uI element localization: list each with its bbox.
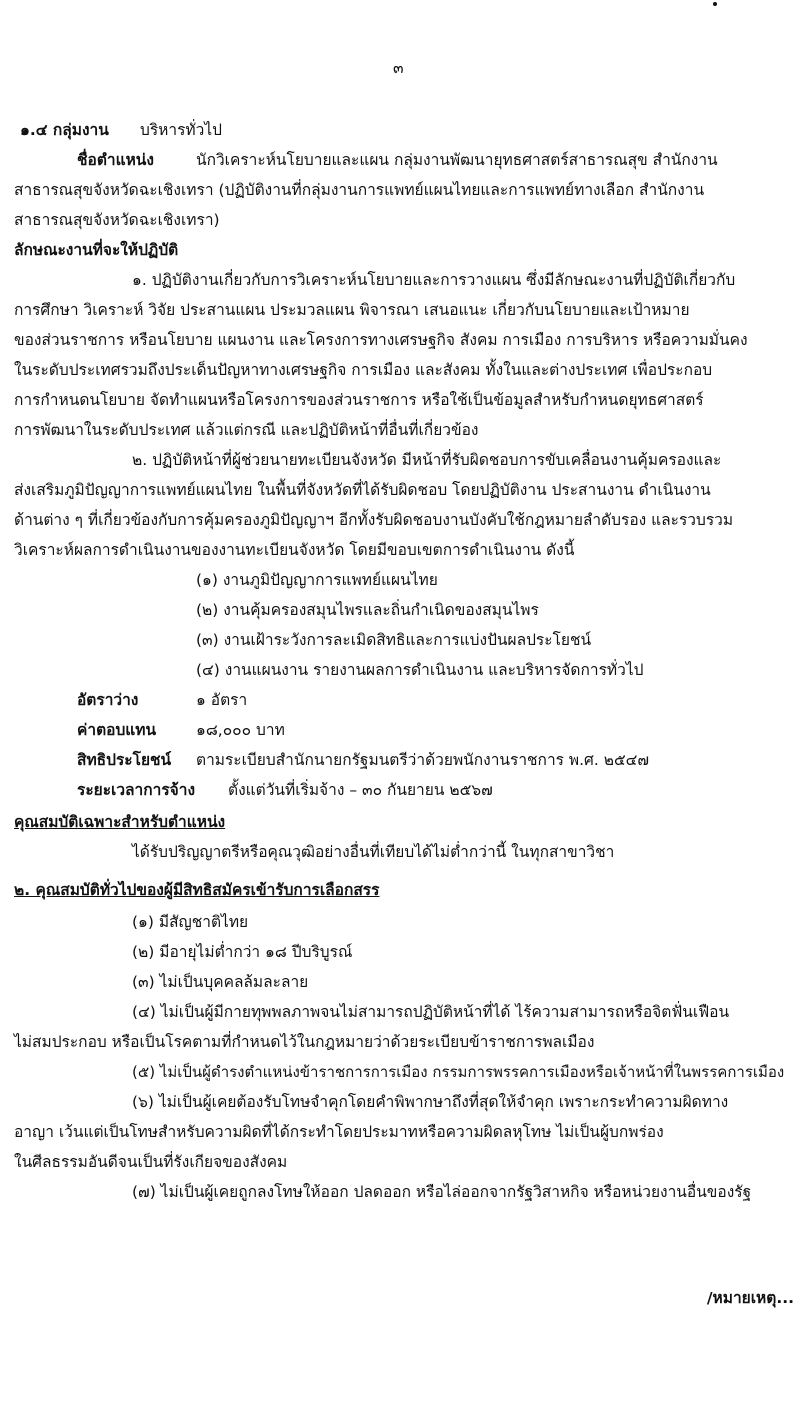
duty1-line: ในระดับประเทศรวมถึงประเด็นปัญหาทางเศรษฐกิจ การเมือง และสังคม ทั้งในและต่างประเทศ เพื่อประกอบ [14, 361, 713, 379]
general-item-cont: ไม่สมประกอบ หรือเป็นโรคตามที่กำหนดไว้ในกฎหมายว่าด้วยระเบียบข้าราชการพลเมือง [14, 1033, 595, 1051]
page-number: ๓ [393, 59, 404, 77]
section-number-label: ๑.๔ กลุ่มงาน [20, 121, 109, 139]
general-item: (๖) ไม่เป็นผู้เคยต้องรับโทษจำคุกโดยคำพิพากษาถึงที่สุดให้จำคุก เพราะกระทำความผิดทาง [132, 1093, 729, 1111]
general-item: (๑) มีสัญชาติไทย [132, 913, 249, 931]
duty1-line: ของส่วนราชการ หรือนโยบาย แผนงาน และโครงการทางเศรษฐกิจ สังคม การเมือง การบริหาร หรือความมั่นคง [14, 331, 748, 349]
duty1-line: การพัฒนาในระดับประเทศ แล้วแต่กรณี และปฏิบัติหน้าที่อื่นที่เกี่ยวข้อง [14, 421, 479, 439]
duty1-line: การศึกษา วิเคราะห์ วิจัย ประสานแผน ประมวลแผน พิจารณา เสนอแนะ เกี่ยวกับนโยบายและเป้าหมาย [14, 301, 690, 319]
duty2-line: ๒. ปฏิบัติหน้าที่ผู้ช่วยนายทะเบียนจังหวัด มีหน้าที่รับผิดชอบการขับเคลื่อนงานคุ้มครองและ [132, 451, 722, 469]
salary-value: ๑๘,๐๐๐ บาท [196, 721, 285, 739]
duty2-line: วิเคราะห์ผลการดำเนินงานของงานทะเบียนจังหวัด โดยมีขอบเขตการดำเนินงาน ดังนี้ [14, 541, 575, 559]
general-item: (๔) ไม่เป็นผู้มีกายทุพพลภาพจนไม่สามารถปฏิบัติหน้าที่ได้ ไร้ความสามารถหรือจิตฟั่นเฟือน [132, 1003, 730, 1021]
benefit-label: สิทธิประโยชน์ [77, 751, 172, 769]
general-item-cont: ในศีลธรรมอันดีจนเป็นที่รังเกียจของสังคม [14, 1153, 288, 1171]
duties-heading: ลักษณะงานที่จะให้ปฏิบัติ [14, 241, 179, 259]
duty1-line: การกำหนดนโยบาย จัดทำแผนหรือโครงการของส่วนราชการ หรือใช้เป็นข้อมูลสำหรับกำหนดยุทธศาสตร์ [14, 391, 704, 409]
position-label: ชื่อตำแหน่ง [77, 151, 154, 169]
scan-speck [713, 2, 717, 6]
general-item: (๓) ไม่เป็นบุคคลล้มละลาย [132, 973, 309, 991]
duty2-line: ด้านต่าง ๆ ที่เกี่ยวข้องกับการคุ้มครองภูมิปัญญาฯ อีกทั้งรับผิดชอบงานบังคับใช้กฎหมายลำดับรอง และรวบรวม [14, 511, 734, 529]
duty1-line: ๑. ปฏิบัติงานเกี่ยวกับการวิเคราะห์นโยบายและการวางแผน ซึ่งมีลักษณะงานที่ปฏิบัติเกี่ยวกับ [132, 271, 736, 289]
qualification-heading: คุณสมบัติเฉพาะสำหรับตำแหน่ง [14, 813, 226, 831]
general-item: (๗) ไม่เป็นผู้เคยถูกลงโทษให้ออก ปลดออก หรือไล่ออกจากรัฐวิสาหกิจ หรือหน่วยงานอื่นของรัฐ [132, 1183, 752, 1201]
vacancy-label: อัตราว่าง [77, 691, 139, 709]
position-line: นักวิเคราะห์นโยบายและแผน กลุ่มงานพัฒนายุทธศาสตร์สาธารณสุข สำนักงาน [196, 151, 718, 169]
position-line: สาธารณสุขจังหวัดฉะเชิงเทรา (ปฏิบัติงานที่กลุ่มงานการแพทย์แผนไทยและการแพทย์ทางเลือก สำนักงาน [14, 181, 705, 199]
group-name: บริหารทั่วไป [140, 121, 222, 139]
position-line: สาธารณสุขจังหวัดฉะเชิงเทรา) [14, 211, 220, 229]
general-item: (๕) ไม่เป็นผู้ดำรงตำแหน่งข้าราชการการเมือง กรรมการพรรคการเมืองหรือเจ้าหน้าที่ในพรรคการเมือง [132, 1063, 785, 1081]
benefit-value: ตามระเบียบสำนักนายกรัฐมนตรีว่าด้วยพนักงานราชการ พ.ศ. ๒๕๔๗ [196, 751, 650, 769]
continued-note: /หมายเหตุ... [706, 1289, 794, 1307]
vacancy-value: ๑ อัตรา [196, 691, 248, 709]
term-value: ตั้งแต่วันที่เริ่มจ้าง – ๓๐ กันยายน ๒๕๖๗ [228, 781, 493, 799]
general-item: (๒) มีอายุไม่ต่ำกว่า ๑๘ ปีบริบูรณ์ [132, 943, 353, 961]
term-label: ระยะเวลาการจ้าง [77, 781, 196, 799]
general-item-cont: อาญา เว้นแต่เป็นโทษสำหรับความผิดที่ได้กระทำโดยประมาทหรือความผิดลหุโทษ ไม่เป็นผู้บกพร่อง [14, 1123, 664, 1141]
duty2-line: ส่งเสริมภูมิปัญญาการแพทย์แผนไทย ในพื้นที่จังหวัดที่ได้รับผิดชอบ โดยปฏิบัติงาน ประสานงาน ดำเนินงาน [14, 481, 711, 499]
scope-item: (๓) งานเฝ้าระวังการละเมิดสิทธิและการแบ่งปันผลประโยชน์ [196, 631, 592, 649]
scope-item: (๒) งานคุ้มครองสมุนไพรและถิ่นกำเนิดของสมุนไพร [196, 601, 539, 619]
general-heading: ๒. คุณสมบัติทั่วไปของผู้มีสิทธิสมัครเข้ารับการเลือกสรร [14, 881, 380, 899]
scope-item: (๑) งานภูมิปัญญาการแพทย์แผนไทย [196, 571, 438, 589]
salary-label: ค่าตอบแทน [77, 721, 157, 739]
qualification-text: ได้รับปริญญาตรีหรือคุณวุฒิอย่างอื่นที่เทียบได้ไม่ต่ำกว่านี้ ในทุกสาขาวิชา [132, 843, 615, 861]
scope-item: (๔) งานแผนงาน รายงานผลการดำเนินงาน และบริหารจัดการทั่วไป [196, 661, 644, 679]
